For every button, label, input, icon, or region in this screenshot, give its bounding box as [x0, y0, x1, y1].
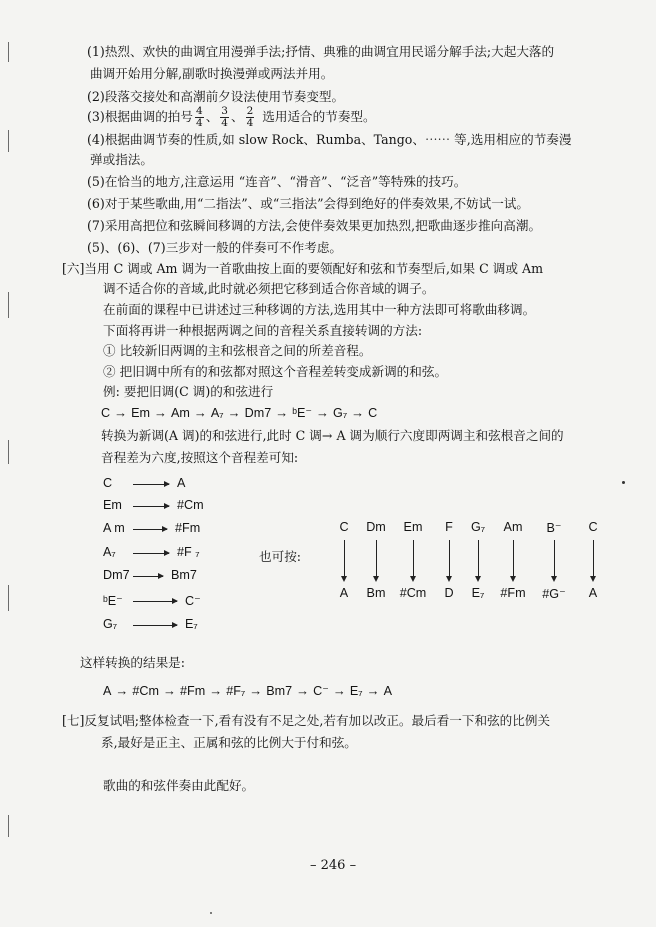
separator: 、: [205, 109, 219, 124]
arrow-right-icon: →: [275, 405, 289, 420]
margin-mark: [8, 42, 9, 62]
arrow-down-icon: [449, 540, 450, 578]
arrow-right-icon: →: [163, 683, 176, 698]
stray-dot: [210, 912, 212, 914]
old-chord-progression: [101, 405, 377, 420]
arrow-down-icon: [593, 540, 594, 578]
arrow-down-icon: [413, 540, 414, 578]
paragraph-3: [87, 103, 376, 131]
chord: A: [383, 684, 393, 698]
arrow-right-icon: [133, 506, 169, 507]
section-7-line-2: 系,最好是正主、正属和弦的比例大于付和弦。: [101, 735, 357, 750]
arrow-right-icon: →: [115, 683, 129, 698]
step-1: ① 比较新旧两调的主和弦根音之间的所差音程。: [103, 343, 372, 358]
chord: A₇: [210, 406, 224, 420]
chord: G₇: [333, 406, 348, 420]
target-chord: #G⁻: [542, 587, 566, 601]
target-chord: #Fm: [500, 586, 526, 600]
paragraph-note: (5)、(6)、(7)三步对一般的伴奏可不作考虑。: [87, 240, 343, 255]
source-chord: F: [445, 520, 453, 534]
chord-column: [398, 520, 428, 600]
target-chord: E₇: [185, 617, 198, 631]
arrow-right-icon: [133, 601, 177, 602]
source-chord: C: [103, 476, 113, 490]
chord-column: [463, 520, 493, 600]
source-chord: Em: [103, 498, 122, 512]
arrow-down-icon: [344, 540, 345, 578]
arrow-right-icon: →: [249, 683, 263, 698]
margin-mark: [8, 440, 9, 464]
arrow-right-icon: →: [209, 683, 223, 698]
arrow-right-icon: [133, 625, 177, 626]
chord-column: [498, 520, 528, 600]
target-chord: #Cm: [177, 498, 204, 512]
time-signature-3-4: $\frac{3}{4}$: [221, 104, 228, 129]
target-chord: C⁻: [185, 594, 201, 608]
section-6-line-6: 音程差为六度,按照这个音程差可知:: [101, 450, 299, 465]
paragraph-7: (7)采用高把位和弦瞬间移调的方法,会使伴奏效果更加热烈,把歌曲逐步推向高潮。: [87, 218, 542, 233]
arrow-right-icon: →: [316, 405, 330, 420]
step-2: ② 把旧调中所有的和弦都对照这个音程差转变成新调的和弦。: [103, 364, 448, 379]
mapping-row: [103, 498, 213, 518]
source-chord: C: [588, 520, 598, 534]
target-chord: #F ₇: [177, 545, 200, 559]
chord: Dm7: [244, 406, 272, 420]
chord-column: [361, 520, 391, 600]
arrow-right-icon: →: [351, 405, 365, 420]
target-chord: Bm: [366, 586, 386, 600]
chord: ᵇE⁻: [292, 406, 313, 420]
source-chord: C: [339, 520, 349, 534]
target-chord: A: [339, 586, 349, 600]
chord: C: [101, 406, 111, 420]
source-chord: A m: [103, 521, 125, 535]
chord: Am: [171, 406, 190, 420]
section-6-line-4: 下面将再讲一种根据两调之间的音程关系直接转调的方法:: [103, 323, 423, 338]
example-label: 例: 要把旧调(C 调)的和弦进行: [103, 384, 274, 399]
target-chord: A: [588, 586, 598, 600]
chord: C⁻: [313, 684, 329, 698]
chord: #Cm: [132, 684, 159, 698]
paragraph-3-prefix: (3)根据曲调的拍号: [87, 109, 193, 124]
margin-mark: [8, 292, 9, 318]
paragraph-4-line-1: (4)根据曲调节奏的性质,如 slow Rock、Rumba、Tango、⋯⋯ 等,选用相应的节奏漫: [87, 132, 572, 147]
arrow-down-icon: [376, 540, 377, 578]
paragraph-5: (5)在恰当的地方,注意运用 “连音”、“滑音”、“泛音”等特殊的技巧。: [87, 174, 467, 189]
target-chord: #Fm: [175, 521, 201, 535]
arrow-right-icon: →: [296, 683, 310, 698]
mapping-row: [103, 617, 213, 637]
time-signature-2-4: $\frac{2}{4}$: [246, 104, 254, 129]
mapping-row: [103, 545, 213, 565]
mapping-row: [103, 568, 213, 588]
arrow-down-icon: [478, 540, 479, 578]
chord: #F₇: [226, 684, 246, 698]
arrow-right-icon: →: [193, 405, 207, 420]
also-label: 也可按:: [259, 549, 302, 564]
arrow-right-icon: →: [332, 683, 346, 698]
chord: C: [368, 406, 378, 420]
margin-mark: [8, 130, 9, 152]
arrow-right-icon: [133, 484, 169, 485]
chord-column: [539, 520, 569, 601]
source-chord: B⁻: [546, 521, 562, 535]
arrow-right-icon: [133, 576, 163, 577]
chord-column: [434, 520, 464, 600]
section-6-line-1: [六]当用 C 调或 Am 调为一首歌曲按上面的要领配好和弦和节奏型后,如果 C 调或 Am: [62, 261, 544, 276]
chord: A: [103, 684, 112, 698]
paragraph-1-line-2: 曲调开始用分解,副歌时换漫弹或两法并用。: [90, 66, 334, 81]
section-6-line-3: 在前面的课程中已讲述过三种移调的方法,选用其中一种方法即可将歌曲移调。: [103, 302, 536, 317]
source-chord: A₇: [103, 545, 116, 559]
result-label: 这样转换的结果是:: [80, 655, 185, 670]
chord: E₇: [349, 684, 363, 698]
source-chord: ᵇE⁻: [103, 594, 123, 608]
stray-dot: [622, 481, 625, 484]
target-chord: Bm7: [171, 568, 197, 582]
arrow-right-icon: →: [154, 405, 167, 420]
target-chord: A: [177, 476, 186, 490]
paragraph-6: (6)对于某些歌曲,用“二指法”、或“三指法”会得到绝好的伴奏效果,不妨试一试。: [87, 196, 530, 211]
chord: #Fm: [180, 684, 206, 698]
source-chord: Dm: [366, 520, 386, 534]
page-number: – 246 –: [310, 858, 357, 873]
arrow-down-icon: [513, 540, 514, 578]
source-chord: G₇: [470, 520, 486, 534]
mapping-row: [103, 476, 213, 496]
section-7-line-1: [七]反复试唱;整体检查一下,看有没有不足之处,若有加以改正。最后看一下和弦的比例关: [62, 713, 551, 728]
chord-column: [329, 520, 359, 600]
mapping-row: [103, 593, 213, 613]
arrow-right-icon: →: [366, 683, 380, 698]
chord: Em: [131, 406, 150, 420]
paragraph-3-suffix: 选用适合的节奏型。: [262, 109, 376, 124]
margin-mark: [8, 815, 9, 837]
chord: Bm7: [266, 684, 293, 698]
section-6-line-5: 转换为新调(A 调)的和弦进行,此时 C 调→ A 调为顺行六度即两调主和弦根音之间的: [101, 428, 564, 443]
arrow-down-icon: [554, 540, 555, 578]
source-chord: Am: [503, 520, 523, 534]
section-6-line-2: 调不适合你的音域,此时就必须把它移到适合你音域的调子。: [103, 281, 435, 296]
arrow-right-icon: →: [227, 405, 241, 420]
arrow-right-icon: [133, 529, 167, 530]
paragraph-2: (2)段落交接处和高潮前夕设法使用节奏变型。: [87, 89, 345, 104]
margin-mark: [8, 585, 9, 611]
paragraph-1-line-1: (1)热烈、欢快的曲调宜用漫弹手法;抒情、典雅的曲调宜用民谣分解手法;大起大落的: [87, 44, 555, 59]
separator: 、: [230, 109, 244, 124]
source-chord: Dm7: [103, 568, 130, 582]
paragraph-4-line-2: 弹或指法。: [90, 152, 153, 167]
new-chord-progression: [103, 683, 392, 698]
target-chord: E₇: [471, 586, 485, 600]
chord-column: [578, 520, 608, 600]
target-chord: #Cm: [399, 586, 427, 600]
arrow-right-icon: →: [114, 405, 128, 420]
source-chord: Em: [403, 520, 423, 534]
mapping-row: [103, 521, 213, 541]
arrow-right-icon: [133, 553, 169, 554]
source-chord: G₇: [103, 617, 118, 631]
time-signature-4-4: $\frac{4}{4}$: [196, 104, 203, 129]
closing-sentence: 歌曲的和弦伴奏由此配好。: [103, 778, 255, 793]
target-chord: D: [444, 586, 454, 600]
